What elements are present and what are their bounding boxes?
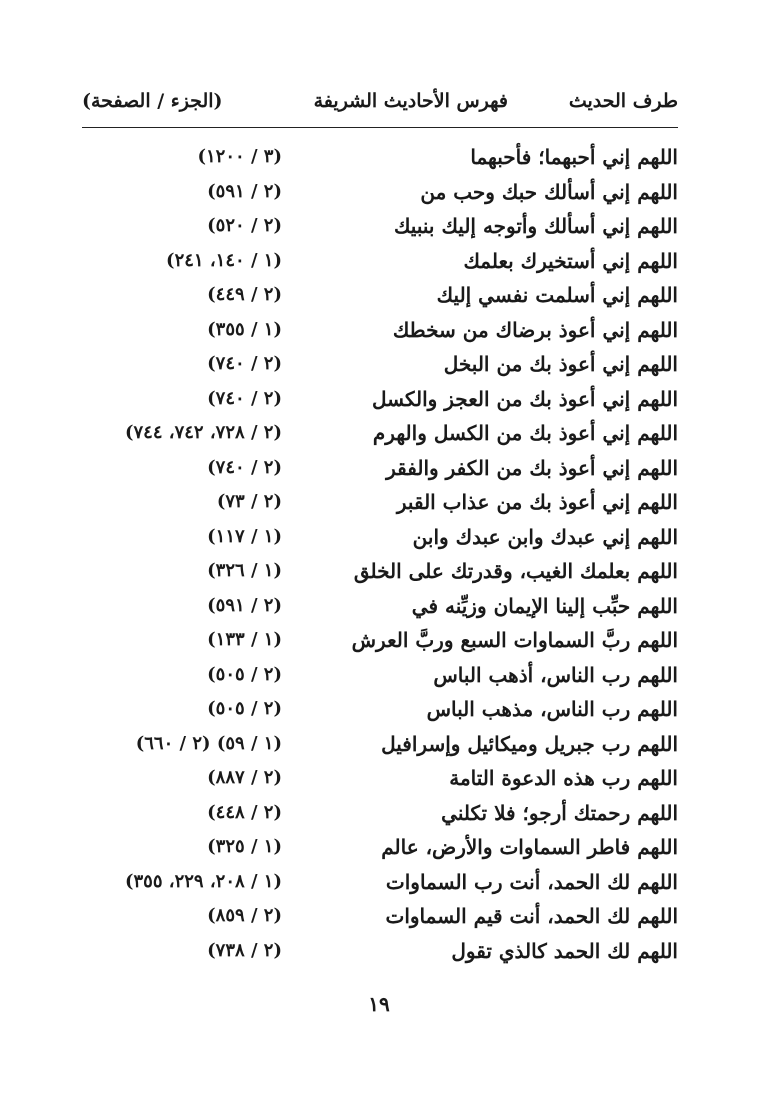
hadith-opening-text: اللهم ربَّ السماوات السبع وربَّ العرش — [351, 628, 678, 652]
index-row — [82, 384, 678, 419]
volume-page-reference: (٢ / ٥٠٥) — [207, 698, 282, 719]
hadith-opening-text: اللهم فاطر السماوات والأرض، عالم — [381, 835, 678, 859]
volume-page-reference: (٣ / ١٢٠٠) — [197, 146, 282, 167]
volume-page-reference: (٢ / ٥٩١) — [207, 180, 282, 202]
volume-page-reference: (٢ / ٧٣) — [216, 491, 282, 512]
hadith-opening-text: اللهم لك الحمد، أنت قيم السماوات — [385, 904, 678, 928]
hadith-opening-text: اللهم إني أعوذ بك من البخل — [443, 352, 678, 376]
index-row — [82, 729, 678, 764]
volume-page-reference: (٢ / ٤٤٩) — [207, 284, 282, 305]
volume-page-reference: (٢ / ٨٥٩) — [207, 905, 282, 926]
volume-page-reference: (٢ / ٧٣٨) — [207, 939, 282, 961]
volume-page-reference: (١ / ٣٥٥) — [207, 318, 282, 340]
hadith-opening-text: اللهم إني أسلمت نفسي إليك — [436, 283, 678, 307]
index-row — [82, 556, 678, 591]
hadith-opening-text: اللهم لك الحمد كالذي تقول — [451, 938, 678, 963]
volume-page-reference: (٢ / ٧٤٠) — [207, 353, 282, 374]
hadith-opening-text: اللهم إني أعوذ برضاك من سخطك — [392, 317, 678, 342]
hadith-opening-text: اللهم رب هذه الدعوة التامة — [449, 766, 678, 790]
index-row — [82, 867, 678, 902]
index-row — [82, 142, 678, 177]
hadith-opening-text: اللهم حبِّب إلينا الإيمان وزيِّنه في — [411, 593, 678, 618]
hadith-opening-text: اللهم بعلمك الغيب، وقدرتك على الخلق — [353, 559, 678, 583]
volume-page-reference: (٢ / ٥٩١) — [207, 594, 282, 616]
hadith-opening-text: اللهم رب الناس، أذهب الباس — [433, 662, 678, 687]
hadith-opening-text: اللهم إني أسألك وأتوجه إليك بنبيك — [393, 214, 678, 238]
volume-page-reference: (٢ / ٧٤٠) — [207, 387, 282, 409]
hadith-opening-text: اللهم رب جبريل وميكائيل وإسرافيل — [381, 731, 678, 756]
volume-page-reference: (١ / ٣٢٦) — [207, 560, 282, 581]
index-row — [82, 798, 678, 833]
index-row — [82, 349, 678, 384]
volume-page-reference: (١ / ١٤٠، ٢٤١) — [166, 249, 282, 271]
index-row — [82, 832, 678, 867]
hadith-opening-text: اللهم رحمتك أرجو؛ فلا تكلني — [441, 800, 678, 825]
volume-page-reference: (١ / ١٣٣) — [207, 629, 282, 650]
volume-page-reference: (٢ / ٨٨٧) — [207, 767, 282, 788]
hadith-opening-text: اللهم إني أعوذ بك من الكسل والهرم — [372, 421, 678, 445]
index-row — [82, 246, 678, 281]
volume-page-reference: (٢ / ٧٢٨، ٧٤٢، ٧٤٤) — [124, 422, 282, 443]
index-row — [82, 901, 678, 936]
hadith-opening-text: اللهم إني أعوذ بك من عذاب القبر — [396, 490, 678, 514]
hadith-opening-text: اللهم إني عبدك وابن عبدك وابن — [412, 524, 678, 549]
volume-page-reference: (١ / ١١٧) — [207, 525, 282, 547]
index-row — [82, 487, 678, 522]
index-row — [82, 211, 678, 246]
index-row — [82, 418, 678, 453]
header-divider — [82, 127, 678, 128]
header-reference-column-title: (الجزء / الصفحة) — [82, 90, 223, 112]
hadith-opening-text: اللهم إني أعوذ بك من العجز والكسل — [371, 386, 678, 411]
volume-page-reference: (٢ / ٥٢٠) — [207, 215, 282, 236]
index-row — [82, 694, 678, 729]
index-row — [82, 453, 678, 488]
hadith-opening-text: اللهم إني أسألك حبك وحب من — [420, 179, 678, 204]
hadith-opening-text: اللهم لك الحمد، أنت رب السماوات — [385, 869, 678, 894]
hadith-opening-text: اللهم رب الناس، مذهب الباس — [426, 697, 678, 721]
hadith-opening-text: اللهم إني أستخيرك بعلمك — [463, 248, 678, 273]
index-row — [82, 522, 678, 557]
index-list — [82, 142, 678, 970]
hadith-opening-text: اللهم إني أحبهما؛ فأحبهما — [470, 145, 678, 169]
hadith-opening-text: اللهم إني أعوذ بك من الكفر والفقر — [386, 455, 678, 480]
volume-page-reference: (٢ / ٤٤٨) — [207, 801, 282, 823]
index-row — [82, 280, 678, 315]
index-row — [82, 936, 678, 971]
index-row — [82, 591, 678, 626]
index-row — [82, 315, 678, 350]
header-hadith-column-title: طرف الحديث — [568, 90, 678, 112]
index-row — [82, 660, 678, 695]
index-row — [82, 177, 678, 212]
volume-page-reference: (١ / ٢٠٨، ٢٢٩، ٣٥٥) — [124, 870, 282, 892]
volume-page-reference: (٢ / ٥٠٥) — [207, 663, 282, 685]
volume-page-reference: (١ / ٣٢٥) — [207, 836, 282, 857]
page-header — [82, 90, 678, 122]
page-number: ١٩ — [368, 992, 390, 1016]
index-row — [82, 763, 678, 798]
volume-page-reference: (١ / ٥٩) (٢ / ٦٦٠) — [135, 732, 282, 754]
index-row — [82, 625, 678, 660]
volume-page-reference: (٢ / ٧٤٠) — [207, 456, 282, 478]
header-page-title: فهرس الأحاديث الشريفة — [313, 90, 508, 112]
